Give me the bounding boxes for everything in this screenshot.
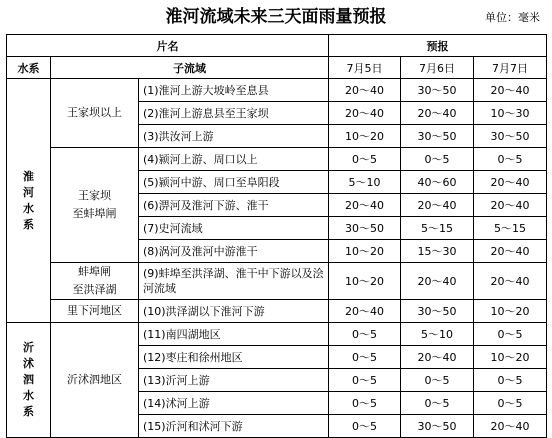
value-cell: 20～40 [401,102,474,125]
value-cell: 5～15 [401,217,474,240]
sub-basin-cell: (1)淮河上游大坡岭至息县 [139,79,329,102]
value-cell: 30～50 [401,125,474,148]
value-cell: 5～10 [329,171,401,194]
page-title: 淮河流域未来三天面雨量预报 [165,7,387,27]
value-cell: 20～40 [329,102,401,125]
value-cell: 20～40 [474,415,547,438]
river-system-yishusi: 沂 沭 泗 水 系 [7,323,51,438]
header-day-3: 7月7日 [474,57,547,79]
value-cell: 0～5 [329,369,401,392]
table-row [7,323,547,346]
table-row [7,263,547,300]
value-cell: 0～5 [474,369,547,392]
table-row [7,79,547,102]
value-cell: 20～40 [401,263,474,300]
sub-basin-cell: (3)洪汝河上游 [139,125,329,148]
value-cell: 20～40 [474,79,547,102]
value-cell: 10～20 [329,240,401,263]
table-row [7,300,547,323]
value-cell: 5～15 [474,217,547,240]
value-cell: 0～5 [329,415,401,438]
value-cell: 20～40 [329,194,401,217]
value-cell: 0～5 [401,392,474,415]
sub-basin-cell: (7)史河流域 [139,217,329,240]
header-day-2: 7月6日 [401,57,474,79]
value-cell: 0～5 [401,148,474,171]
value-cell: 0～5 [474,392,547,415]
region-cell: 里下河地区 [51,300,139,323]
value-cell: 30～50 [401,415,474,438]
value-cell: 20～40 [474,194,547,217]
sub-basin-cell: (12)枣庄和徐州地区 [139,346,329,369]
region-cell: 沂沭泗地区 [51,323,139,438]
value-cell: 10～20 [329,263,401,300]
value-cell: 0～5 [474,323,547,346]
value-cell: 5～10 [401,323,474,346]
sub-basin-cell: (9)蚌埠至洪泽湖、淮干中下游以及浍河流域 [139,263,329,300]
header-area: 片名 [7,35,329,57]
value-cell: 10～20 [474,346,547,369]
sub-basin-cell: (11)南四湖地区 [139,323,329,346]
title-bar [0,6,552,30]
sub-basin-cell: (14)沭河上游 [139,392,329,415]
region-cell: 王家坝 至蚌埠闸 [51,148,139,263]
header-forecast: 预报 [329,35,547,57]
sub-basin-cell: (2)淮河上游息县至王家坝 [139,102,329,125]
value-cell: 30～50 [474,125,547,148]
sub-basin-cell: (4)颍河上游、周口以上 [139,148,329,171]
value-cell: 40～60 [401,171,474,194]
table-row [7,148,547,171]
value-cell: 20～40 [474,240,547,263]
header-row-1 [7,35,547,57]
value-cell: 15～30 [401,240,474,263]
value-cell: 20～40 [329,79,401,102]
region-cell: 王家坝以上 [51,79,139,148]
value-cell: 0～5 [329,392,401,415]
forecast-table [6,34,547,438]
value-cell: 10～20 [329,125,401,148]
value-cell: 30～50 [401,300,474,323]
sub-basin-cell: (15)沂河和沭河下游 [139,415,329,438]
value-cell: 0～5 [474,148,547,171]
sub-basin-cell: (5)颍河中游、周口至阜阳段 [139,171,329,194]
river-system-huaihe: 淮 河 水 系 [7,79,51,323]
unit-label: 单位：毫米 [485,11,540,24]
value-cell: 20～40 [401,346,474,369]
value-cell: 20～40 [474,263,547,300]
header-river-system: 水系 [7,57,51,79]
value-cell: 30～50 [329,217,401,240]
value-cell: 10～20 [474,300,547,323]
sub-basin-cell: (13)沂河上游 [139,369,329,392]
value-cell: 20～40 [401,194,474,217]
header-sub-basin: 子流域 [51,57,329,79]
value-cell: 20～40 [474,171,547,194]
value-cell: 20～40 [329,300,401,323]
value-cell: 30～50 [401,79,474,102]
header-row-2 [7,57,547,79]
header-day-1: 7月5日 [329,57,401,79]
value-cell: 0～5 [329,346,401,369]
sub-basin-cell: (8)涡河及淮河中游淮干 [139,240,329,263]
value-cell: 0～5 [329,148,401,171]
sub-basin-cell: (6)淠河及淮河下游、淮干 [139,194,329,217]
sub-basin-cell: (10)洪泽湖以下淮河下游 [139,300,329,323]
value-cell: 0～5 [329,323,401,346]
value-cell: 0～5 [401,369,474,392]
value-cell: 10～30 [474,102,547,125]
region-cell: 蚌埠闸 至洪泽湖 [51,263,139,300]
